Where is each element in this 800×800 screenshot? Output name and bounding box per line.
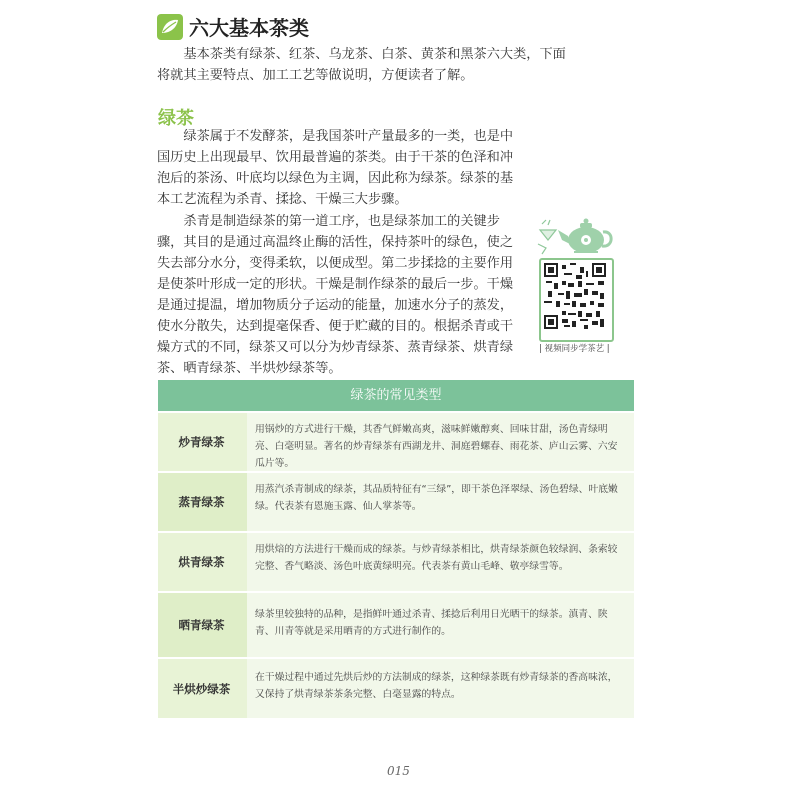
tea-type-description: 用锅炒的方式进行干燥，其香气鲜嫩高爽，滋味鲜嫩醇爽、回味甘甜，汤色青绿明亮、白毫明显。著名的炒青绿茶有西湖龙井、洞庭碧螺春、雨花茶、庐山云雾、六安瓜片等。 <box>247 413 634 471</box>
page-number: 015 <box>387 764 410 778</box>
table-row <box>158 593 634 657</box>
body-paragraph: 绿茶属于不发酵茶，是我国茶叶产量最多的一类，也是中国历史上出现最早、饮用最普遍的茶类。由于干茶的色泽和冲泡后的茶汤、叶底均以绿色为主调，因此称为绿茶。绿茶的基本工艺流程为杀青、揉捻、干燥三大步骤。 <box>157 129 514 207</box>
tea-type-description: 用烘焙的方法进行干燥而成的绿茶。与炒青绿茶相比，烘青绿茶颜色较绿润、条索较完整、香气略淡、汤色叶底黄绿明亮。代表茶有黄山毛峰、敬亭绿雪等。 <box>247 533 634 591</box>
tea-type-name: 炒青绿茶 <box>178 435 225 449</box>
qr-caption: | 视频同步学茶艺 | <box>539 344 610 354</box>
tea-leaf-icon <box>157 14 183 40</box>
section-title: 绿茶 <box>158 108 194 129</box>
table-row <box>158 413 634 471</box>
tea-type-name: 烘青绿茶 <box>178 555 225 569</box>
tea-type-name: 蒸青绿茶 <box>178 495 225 509</box>
tea-type-description: 用蒸汽杀青制成的绿茶，其品质特征有“三绿”，即干茶色泽翠绿、汤色碧绿、叶底嫩绿。代表茶有恩施玉露、仙人掌茶等。 <box>247 473 634 531</box>
body-paragraph: 杀青是制造绿茶的第一道工序，也是绿茶加工的关键步骤，其目的是通过高温终止酶的活性，保持茶叶的绿色，使之失去部分水分，变得柔软，以便成型。第二步揉捻的主要作用是使茶叶形成一定的形状。干燥是制作绿茶的最后一步。干燥是通过提温，增加物质分子运动的能量，加速水分子的蒸发，使水分散失，达到提毫保香、便于贮藏的目的。根据杀青或干燥方式的不同，绿茶又可以分为炒青绿茶、蒸青绿茶、烘青绿茶、晒青绿茶、半烘炒绿茶等。 <box>157 214 514 376</box>
teapot-icon <box>536 214 620 262</box>
tea-type-description: 绿茶里较独特的品种，是指鲜叶通过杀青、揉捻后利用日光晒干的绿茶。滇青、陕青、川青等就是采用晒青的方式进行制作的。 <box>247 593 634 657</box>
tea-type-name: 半烘炒绿茶 <box>172 681 231 696</box>
table-row <box>158 533 634 591</box>
tea-type-name: 晒青绿茶 <box>178 618 225 632</box>
green-tea-types-table <box>158 380 634 718</box>
qr-code-icon[interactable] <box>544 263 606 329</box>
page-title: 六大基本茶类 <box>189 16 309 40</box>
table-row <box>158 473 634 531</box>
intro-paragraph: 基本茶类有绿茶、红茶、乌龙茶、白茶、黄茶和黑茶六大类，下面将就其主要特点、加工工艺等做说明，方便读者了解。 <box>157 47 566 83</box>
table-title: 绿茶的常见类型 <box>158 380 634 411</box>
table-row <box>158 659 634 718</box>
tea-type-description: 在干燥过程中通过先烘后炒的方法制成的绿茶，这种绿茶既有炒青绿茶的香高味浓，又保持了烘青绿茶茶条完整、白毫显露的特点。 <box>247 659 634 718</box>
